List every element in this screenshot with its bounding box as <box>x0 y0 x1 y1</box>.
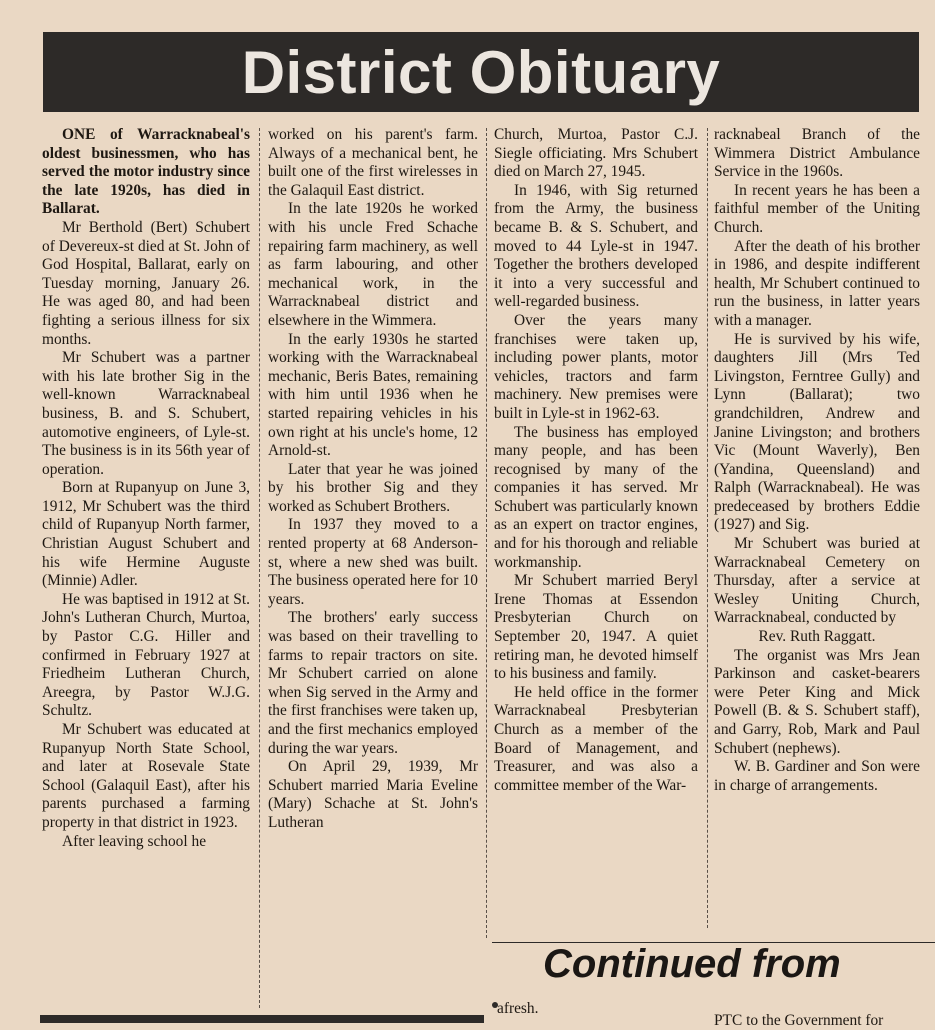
article-paragraph: After the death of his brother in 1986, and despite indifferent health, Mr Schubert continued to run the business, in latter years with a manager. <box>714 237 920 329</box>
page-title: District Obituary <box>241 38 721 106</box>
bottom-bar <box>40 1015 484 1023</box>
article-paragraph: racknabeal Branch of the Wimmera District Ambulance Service in the 1960s. <box>714 126 920 181</box>
article-paragraph: He is survived by his wife, daughters Jill (Mrs Ted Livingston, Ferntree Gully) and Lynn (Ballarat); two grandchildren, Andrew and Janine Livingston; and brothers Vic (Mount Waverly), Ben (Yandina, Queensland) and Ralph (Warracknabeal). He was predeceased by brothers Eddie (1927) and Sig. <box>714 330 920 534</box>
continued-heading: Continued from <box>543 942 841 986</box>
article-paragraph: In 1937 they moved to a rented property at 68 Anderson-st, where a new shed was built. The business operated here for 10 years. <box>268 516 478 608</box>
page-banner <box>43 32 919 112</box>
article-column-4 <box>714 126 920 795</box>
article-paragraph: After leaving school he <box>62 832 207 850</box>
article-paragraph: Mr Schubert was educated at Rupanyup North State School, and later at Rosevale State School (Galaquil East), after his parents purchased a farming property in that district in 1923. <box>42 721 250 831</box>
article-paragraph: He held office in the former Warracknabeal Presbyterian Church as a member of the Board of Management, and Treasurer, and was also a committee member of the War- <box>494 683 698 794</box>
article-paragraph: Church, Murtoa, Pastor C.J. Siegle officiating. Mrs Schubert died on March 27, 1945. <box>494 126 698 181</box>
article-lead-paragraph: ONE of Warracknabeal's oldest businessmen, who has served the motor industry since the late 1920s, has died in Ballarat. <box>42 126 250 218</box>
article-column-1 <box>42 126 250 851</box>
article-paragraph: In recent years he has been a faithful member of the Uniting Church. <box>714 181 920 236</box>
article-paragraph: The organist was Mrs Jean Parkinson and casket-bearers were Peter King and Mick Powell (B. & S. Schubert staff), and Garry, Rob, Mark and Paul Schubert (nephews). <box>714 646 920 757</box>
article-paragraph: Mr Schubert married Beryl Irene Thomas at Essendon Presbyterian Church on September 20, 1947. A quiet retiring man, he devoted himself to his business and family. <box>494 572 698 683</box>
article-column-2 <box>268 126 478 833</box>
article-paragraph: Born at Rupanyup on June 3, 1912, Mr Schubert was the third child of Rupanyup North farmer, Christian August Schubert and his wife Hermine Auguste (Minnie) Adler. <box>42 479 250 590</box>
article-paragraph: Over the years many franchises were taken up, including power plants, motor vehicles, tractors and farm machinery. New premises were built in Lyle-st in 1962-63. <box>494 311 698 422</box>
article-paragraph: Mr Schubert was buried at Warracknabeal Cemetery on Thursday, after a service at Wesley Uniting Church, Warracknabeal, conducted by <box>714 535 920 627</box>
article-paragraph: W. B. Gardiner and Son were in charge of arrangements. <box>714 758 920 794</box>
article-paragraph: In the late 1920s he worked with his uncle Fred Schache repairing farm machinery, as well as farm labouring, and other mechanical work, in the Warracknabeal district and elsewhere in the Wimmera. <box>268 200 478 329</box>
article-paragraph: On April 29, 1939, Mr Schubert married Maria Eveline (Mary) Schache at St. John's Lutheran <box>268 758 478 831</box>
article-paragraph: Later that year he was joined by his brother Sig and they worked as Schubert Brothers. <box>268 460 478 515</box>
article-paragraph: Mr Schubert was a partner with his late brother Sig in the well-known Warracknabeal business, B. and S. Schubert, automotive engineers, of Lyle-st. The business is in its 56th year of operation. <box>42 349 250 478</box>
column-divider <box>486 128 487 938</box>
column-divider <box>707 128 708 928</box>
article-paragraph: In 1946, with Sig returned from the Army, the business became B. & S. Schubert, and moved to 44 Lyle-st in 1947. Together the brothers developed it into a very successful and well-regarded business. <box>494 181 698 311</box>
article-paragraph: In the early 1930s he started working with the Warracknabeal mechanic, Beris Bates, remaining with him until 1936 when he started repairing vehicles in his own right at his uncle's home, 12 Arnold-st. <box>268 330 478 460</box>
column-divider <box>259 128 260 1008</box>
article-paragraph: The business has employed many people, and has been recognised by many of the companies it has served. Mr Schubert was particularly known as an expert on tractor engines, and for his thorough and reliable workmanship. <box>494 423 698 571</box>
officiant-line: Rev. Ruth Raggatt. <box>758 628 876 646</box>
article-paragraph: The brothers' early success was based on their travelling to farms to repair tractors on site. Mr Schubert carried on alone when Sig served in the Army and the first franchises were taken up, and the first mechanics employed during the war years. <box>268 609 478 757</box>
continued-text: afresh. <box>497 1000 539 1017</box>
article-paragraph: worked on his parent's farm. Always of a mechanical bent, he built one of the first wirelesses in the Galaquil East district. <box>268 126 478 199</box>
article-paragraph: Mr Berthold (Bert) Schubert of Devereux-st died at St. John of God Hospital, Ballarat, early on Tuesday morning, January 26. He was aged 80, and had been fighting a serious illness for six months. <box>42 218 250 348</box>
article-paragraph: He was baptised in 1912 at St. John's Lutheran Church, Murtoa, by Pastor C.G. Hiller and confirmed in February 1927 at Friedheim Lutheran Church, Areegra, by Pastor W.J.G. Schultz. <box>42 590 250 720</box>
article-column-3 <box>494 126 698 795</box>
next-article-fragment: PTC to the Government for <box>714 1012 884 1029</box>
